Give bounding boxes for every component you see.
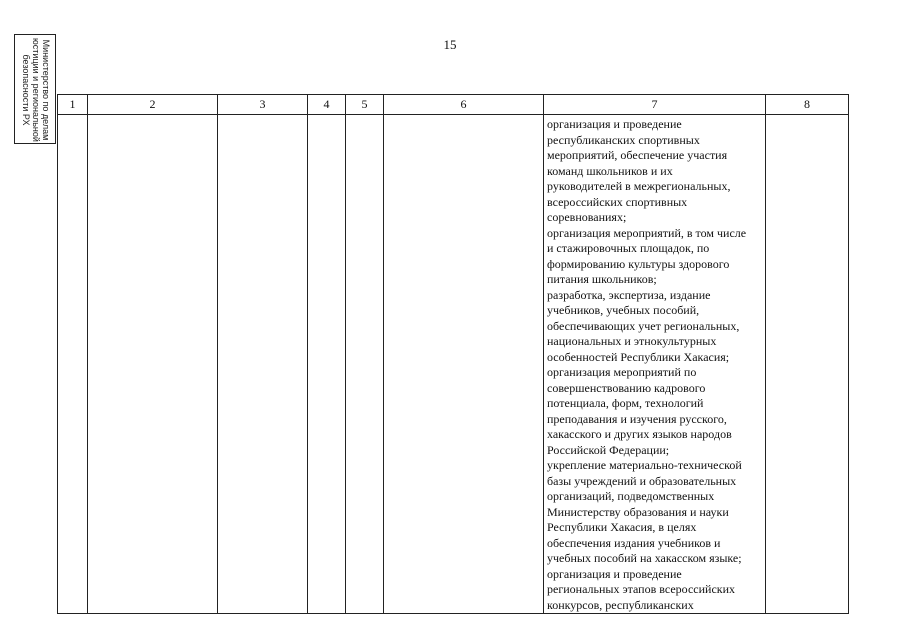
text-line: укрепление материально-технической xyxy=(547,458,742,472)
table-header-row xyxy=(58,95,849,115)
text-line: организация и проведение xyxy=(547,117,682,131)
page-number: 15 xyxy=(443,37,457,52)
text-line: учебных пособий на хакасском языке; xyxy=(547,551,742,565)
text-line: совершенствованию кадрового xyxy=(547,380,706,395)
text-line: национальных и этнокультурных xyxy=(547,334,717,348)
column-header-3: 3 xyxy=(218,95,308,115)
cell-col-2 xyxy=(88,115,218,614)
cell-col-7 xyxy=(544,115,766,614)
stamp-line: Министерство по делам xyxy=(41,39,51,141)
text-line: организация мероприятий по xyxy=(547,365,697,379)
text-line: и стажировочных площадок, по xyxy=(547,241,710,255)
stamp-text xyxy=(21,37,51,143)
text-line: соревнованиях; xyxy=(547,210,627,224)
text-line: Российской Федерации; xyxy=(547,442,670,457)
text-line: обеспечивающих учет региональных, xyxy=(547,318,740,333)
column-header-4: 4 xyxy=(308,95,346,115)
text-line: обеспечения издания учебников и xyxy=(547,535,721,550)
text-line: преподавания и изучения русского, xyxy=(547,411,727,426)
text-line: региональных этапов всероссийских xyxy=(547,582,736,596)
column-header-6: 6 xyxy=(384,95,544,115)
text-line: разработка, экспертиза, издание xyxy=(547,287,711,302)
text-line: базы учреждений и образовательных xyxy=(547,473,737,488)
column-header-2: 2 xyxy=(88,95,218,115)
text-line: потенциала, форм, технологий xyxy=(547,396,704,410)
text-line: организаций, подведомственных xyxy=(547,489,715,503)
stamp-line: юстиции и региональной xyxy=(31,38,41,142)
text-line: мероприятий, обеспечение участия xyxy=(547,148,728,162)
text-line: организация мероприятий, в том числе xyxy=(547,225,747,240)
column-header-7: 7 xyxy=(544,95,766,115)
text-line: особенностей Республики Хакасия; xyxy=(547,349,730,364)
cell-col-4 xyxy=(308,115,346,614)
column-header-1: 1 xyxy=(58,95,88,115)
column-header-8: 8 xyxy=(766,95,849,115)
text-line: организация и проведение xyxy=(547,566,682,581)
document-table xyxy=(57,94,849,614)
measures-text xyxy=(544,115,765,613)
cell-col-6 xyxy=(384,115,544,614)
text-line: хакасского и других языков народов xyxy=(547,427,732,441)
text-line: конкурсов, республиканских xyxy=(547,597,694,612)
cell-col-1 xyxy=(58,115,88,614)
text-line: команд школьников и их xyxy=(547,163,673,178)
stamp-line: безопасности РХ xyxy=(21,54,31,126)
text-line: формированию культуры здорового xyxy=(547,256,730,271)
table-row xyxy=(58,115,849,614)
text-line: Министерству образования и науки xyxy=(547,504,729,519)
text-line: руководителей в межрегиональных, xyxy=(547,179,731,193)
column-header-5: 5 xyxy=(346,95,384,115)
cell-col-3 xyxy=(218,115,308,614)
text-line: всероссийских спортивных xyxy=(547,194,688,209)
text-line: учебников, учебных пособий, xyxy=(547,303,700,317)
text-line: Республики Хакасия, в целях xyxy=(547,520,697,534)
text-line: питания школьников; xyxy=(547,272,657,286)
cell-col-8 xyxy=(766,115,849,614)
cell-col-5 xyxy=(346,115,384,614)
registration-stamp xyxy=(14,34,56,144)
text-line: республиканских спортивных xyxy=(547,132,700,147)
